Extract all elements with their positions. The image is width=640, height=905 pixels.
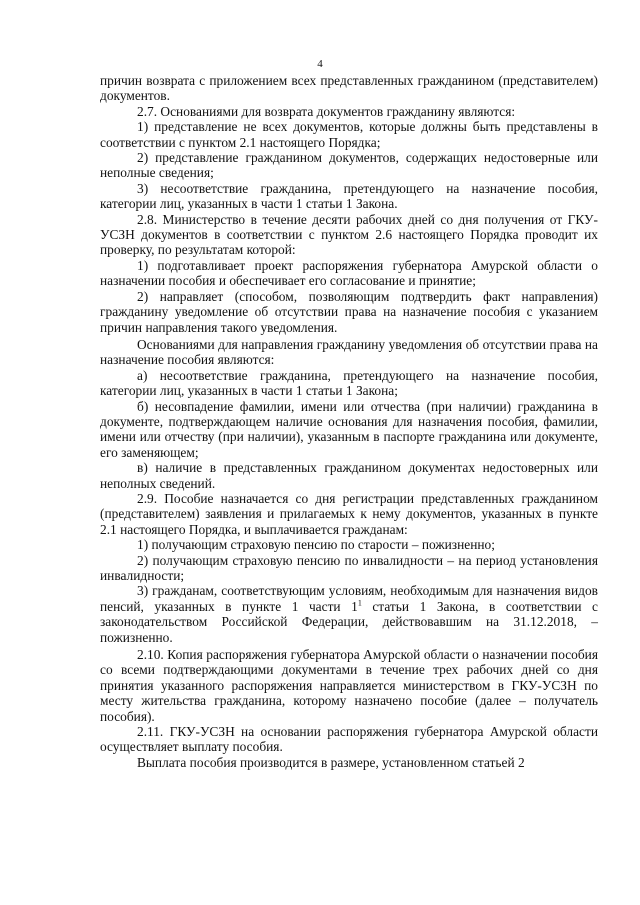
paragraph-2-9-item-3 bbox=[100, 583, 598, 645]
paragraph-2-9-item-2: 2) получающим страховую пенсию по инвалидности – на период установления инвалидности; bbox=[100, 552, 598, 583]
paragraph-2-9-heading: 2.9. Пособие назначается со дня регистрации представленных гражданином (представителем) заявления и прилагаемых к нему документов, указанных в пункте 2.1 настоящего Порядка, и выплачивается гражданам: bbox=[100, 490, 598, 537]
paragraph-return-reasons-continued: причин возврата с приложением всех представленных гражданином (представителем) документов. bbox=[100, 73, 598, 104]
paragraph-2-7-item-3: 3) несоответствие гражданина, претендующего на назначение пособия, категории лиц, указанных в части 1 статьи 1 Закона. bbox=[100, 180, 598, 212]
paragraph-2-10: 2.10. Копия распоряжения губернатора Амурской области о назначении пособия со всеми подтверждающими документами в течение трех рабочих дней со дня принятия указанного распоряжения направляется министерством в ГКУ-УСЗН по месту жительства гражданина, которому назначено пособие (далее – получатель пособия). bbox=[100, 647, 598, 724]
paragraph-notice-ground-a: а) несоответствие гражданина, претендующего на назначение пособия, категории лиц, указанных в части 1 статьи 1 Закона; bbox=[100, 367, 598, 399]
page-number: 4 bbox=[317, 58, 323, 70]
paragraph-2-7-heading: 2.7. Основаниями для возврата документов гражданину являются: bbox=[137, 103, 516, 119]
paragraph-2-9-item-3-text: 3) гражданам, соответствующим условиям, необходимым для назначения видов пенсий, указанных в пункте 1 части 1 bbox=[100, 583, 598, 614]
paragraph-2-8-heading: 2.8. Министерство в течение десяти рабочих дней со дня получения от ГКУ-УСЗН документов в соответствии с пунктом 2.6 настоящего Порядка проводит их проверку, по результатам которой: bbox=[100, 211, 598, 258]
paragraph-2-7-item-1: 1) представление не всех документов, которые должны быть представлены в соответствии с пунктом 2.1 настоящего Порядка; bbox=[100, 119, 598, 150]
paragraph-notice-ground-c: в) наличие в представленных гражданином документах недостоверных или неполных сведений. bbox=[100, 460, 598, 491]
paragraph-2-9-item-1: 1) получающим страховую пенсию по старости – пожизненно; bbox=[137, 537, 495, 553]
paragraph-2-8-item-2: 2) направляет (способом, позволяющим подтвердить факт направления) гражданину уведомление об отсутствии права на назначение пособия с указанием причин направления такого уведомления. bbox=[100, 288, 598, 335]
paragraph-payment-amount: Выплата пособия производится в размере, установленном статьей 2 bbox=[137, 754, 525, 770]
paragraph-2-9-item-3-text-end: статьи 1 Закона, в соответствии с законодательством Российской Федерации, действовавшим на 31.12.2018, – пожизненно. bbox=[100, 598, 598, 645]
document-body bbox=[100, 73, 598, 770]
paragraph-notice-ground-b: б) несовпадение фамилии, имени или отчества (при наличии) гражданина в документе, подтверждающем наличие основания для назначения пособия, фамилии, имени или отчеству (при наличии), указанным в паспорте гражданина или документе, его заменяющем; bbox=[100, 398, 598, 460]
paragraph-2-8-item-1: 1) подготавливает проект распоряжения губернатора Амурской области о назначении пособия и обеспечивает его согласование и принятие; bbox=[100, 257, 598, 289]
paragraph-2-7-item-2: 2) представление гражданином документов, содержащих недостоверные или неполные сведения; bbox=[100, 150, 598, 181]
superscript-1: 1 bbox=[357, 598, 362, 608]
paragraph-notice-grounds-heading: Основаниями для направления гражданину уведомления об отсутствии права на назначение пособия являются: bbox=[100, 336, 598, 368]
paragraph-2-11: 2.11. ГКУ-УСЗН на основании распоряжения губернатора Амурской области осуществляет выплату пособия. bbox=[100, 724, 598, 755]
